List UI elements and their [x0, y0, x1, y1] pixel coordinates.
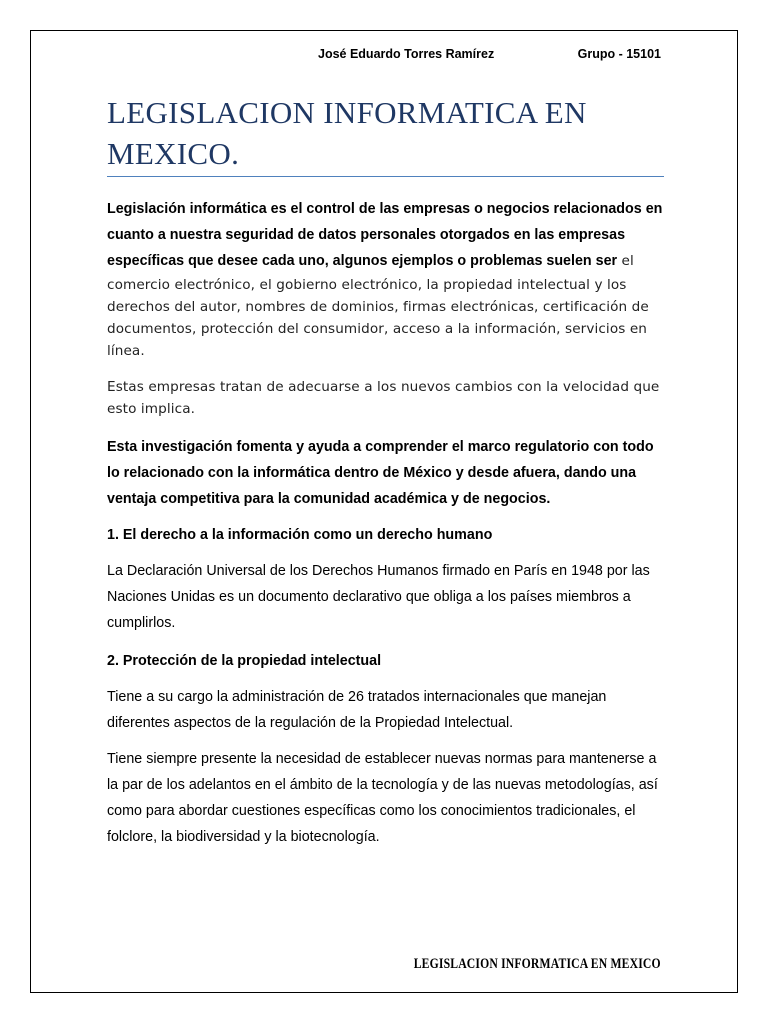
treaties-paragraph: Tiene a su cargo la administración de 26 tratados internacionales que manejan diferentes aspectos de la regulación de la Propiedad Intelectual. [107, 689, 607, 731]
page-footer: LEGISLACION INFORMATICA EN MEXICO [413, 956, 661, 972]
group-label: Grupo - 15101 [577, 47, 661, 61]
document-body [107, 196, 667, 850]
page-header [318, 47, 661, 61]
title-divider [107, 176, 664, 177]
declaration-paragraph: La Declaración Universal de los Derechos Humanos firmado en París en 1948 por las Naciones Unidas es un documento declarativo que obliga a los países miembros a cumplirlos. [107, 563, 650, 631]
section-heading-2: 2. Protección de la propiedad intelectual [107, 653, 382, 669]
intro-bold-text: Legislación informática es el control de las empresas o negocios relacionados en cuanto a nuestra seguridad de datos personales otorgados en las empresas específicas que desee cada uno, algunos ejemplos o problemas suelen ser [107, 201, 663, 269]
intro-paragraph [107, 196, 667, 362]
research-paragraph: Esta investigación fomenta y ayuda a comprender el marco regulatorio con todo lo relacionado con la informática dentro de México y desde afuera, dando una ventaja competitiva para la comunidad académica y de negocios. [107, 439, 654, 507]
intro-regular-text: el comercio electrónico, el gobierno electrónico, la propiedad intelectual y los derechos del autor, nombres de dominios, firmas electrónicas, certificación de documentos, protección del consumidor, acceso a la información, servicios en línea. [107, 253, 649, 359]
adapt-paragraph: Estas empresas tratan de adecuarse a los nuevos cambios con la velocidad que esto implica. [107, 379, 660, 417]
page-title: LEGISLACION INFORMATICA EN MEXICO. [107, 95, 587, 171]
norms-paragraph: Tiene siempre presente la necesidad de establecer nuevas normas para mantenerse a la par de los adelantos en el ámbito de la tecnología y de las nuevas metodologías, así como para abordar cuestiones específicas como los conocimientos tradicionales, el folclore, la biodiversidad y la biotecnología. [107, 751, 658, 845]
section-heading-1: 1. El derecho a la información como un derecho humano [107, 527, 493, 543]
author-name: José Eduardo Torres Ramírez [318, 47, 495, 61]
